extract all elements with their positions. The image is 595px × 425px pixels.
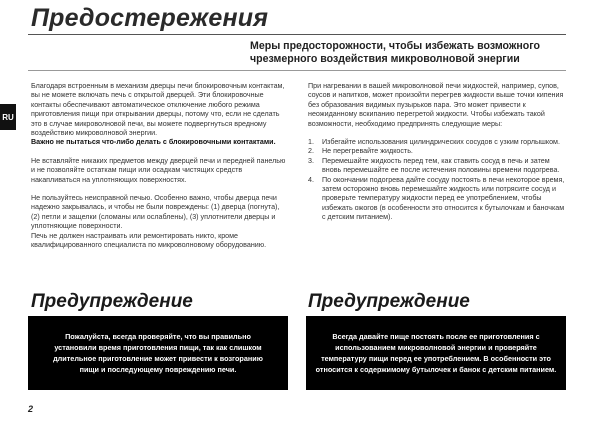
title-divider xyxy=(28,34,566,35)
list-number: 1. xyxy=(308,138,314,147)
subtitle-divider xyxy=(28,70,566,71)
paragraph: При нагревании в вашей микроволновой печи жидкостей, например, супов, соусов и напитков, может произойти перегрев жидкости выше точки кипения без образования видимых пузырьков пара. Это может привести к неожиданному вскипанию перегретой жидкости. Чтобы избежать такой возможности, необходимо предпринять следующие меры: xyxy=(308,82,564,128)
list-text: Перемешайте жидкость перед тем, как ставить сосуд в печь и затем вновь перемешайте ее после истечения половины времени подогрева. xyxy=(322,156,560,175)
precautions-list xyxy=(308,138,566,223)
language-tab: RU xyxy=(0,104,16,130)
list-item xyxy=(308,157,566,176)
right-column xyxy=(308,82,566,223)
list-text: Избегайте использования цилиндрических сосудов с узким горлышком. xyxy=(322,138,560,147)
warning-text: Пожалуйста, всегда проверяйте, что вы правильно установили время приготовления пищи, так как слишком длительное приготовление может привести к возгоранию пищи и последующему повреждению печи. xyxy=(53,332,263,374)
page-title: Предостережения xyxy=(31,4,269,32)
list-text: По окончании подогрева дайте сосуду постоять в печи некоторое время, затем осторожно вновь перемешайте жидкость или потрясите сосуд и проверьте температуру жидкости перед ее употреблением, чтобы избежать ожогов (в особенности это относится к бутылочкам и баночкам с детским питанием). xyxy=(322,175,565,222)
paragraph: Благодаря встроенным в механизм дверцы печи блокировочным контактам, вы не можете включать печь с открытой дверцей. Эти блокировочные контакты обеспечивают автоматическое отключение любого режима приготовления пищи при открывании дверцы, потому что, если не сделать это в случае микроволновой печи, вы можете подвергнуться вредному воздействию микроволновой энергии. xyxy=(31,82,285,138)
list-item xyxy=(308,147,566,156)
warning-box xyxy=(306,316,566,390)
important-note: Важно не пытаться что-либо делать с блокировочными контактами. xyxy=(31,138,276,147)
list-item xyxy=(308,138,566,147)
warning-text: Всегда давайте пище постоять после ее приготовления с использованием микроволновой энергии и проверяйте температуру пищи перед ее употреблением. В особенности это относится к содержимому бутылочек и банок с детским питанием. xyxy=(315,332,557,374)
warning-title: Предупреждение xyxy=(308,291,470,312)
paragraph: Не вставляйте никаких предметов между дверцей печи и передней панелью и не позволяйте остаткам пищи или осадкам чистящих средств накапливаться на уплотняющих поверхностях. xyxy=(31,156,286,184)
warning-title: Предупреждение xyxy=(31,291,193,312)
list-number: 4. xyxy=(308,175,314,184)
subtitle-line: Меры предосторожности, чтобы избежать возможного xyxy=(250,40,540,52)
list-text: Не перегревайте жидкость. xyxy=(322,147,413,156)
warning-box xyxy=(28,316,288,390)
list-number: 2. xyxy=(308,147,314,156)
paragraph: Не пользуйтесь неисправной печью. Особенно важно, чтобы дверца печи надежно закрывалась, и чтобы не были повреждены: (1) дверца (погнута), (2) петли и защелки (сломаны или ослаблены), (3) уплотнители дверцы и уплотняющие поверхности. xyxy=(31,194,280,231)
paragraph: Печь не должен настраивать или ремонтировать никто, кроме квалифицированного специалиста по микроволновому оборудованию. xyxy=(31,231,267,250)
list-item xyxy=(308,176,566,223)
page-number: 2 xyxy=(28,404,34,414)
page-subtitle xyxy=(250,40,570,66)
subtitle-line: чрезмерного воздействия микроволновой энергии xyxy=(250,53,520,65)
left-column xyxy=(31,82,290,251)
list-number: 3. xyxy=(308,156,314,165)
